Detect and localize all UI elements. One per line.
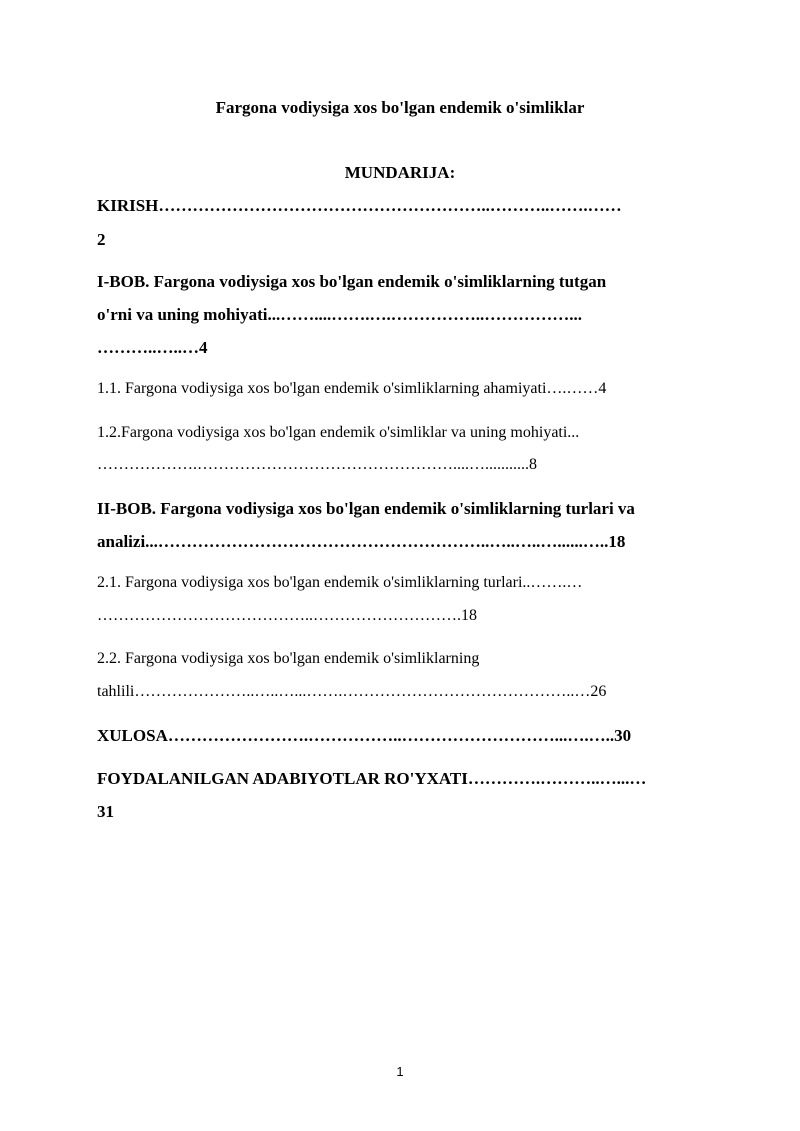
toc-entry-chapter2: II-BOB. Fargona vodiysiga xos bo'lgan endemik o'simliklarning turlari va [97, 499, 635, 518]
toc-entry-chapter1-page: ………..…..…4 [97, 338, 208, 357]
toc-entry-chapter1-cont: o'rni va uning mohiyati...……....…….….……………..……………... [97, 305, 583, 324]
toc-entry-2-1: 2.1. Fargona vodiysiga xos bo'lgan endemik o'simliklarning turlari..…….… [97, 574, 583, 591]
toc-entry-2-2-page: tahlili…………………..…..…...…….……………………………………..…26 [97, 683, 607, 700]
toc-entry-xulosa: XULOSA…………………….……………..………………………...….…..30 [97, 726, 632, 745]
toc-entry-references: FOYDALANILGAN ADABIYOTLAR RO'YXATI………….………..…...… [97, 769, 647, 788]
document-title: Fargona vodiysiga xos bo'lgan endemik o'simliklar [215, 98, 585, 117]
page-number: 1 [396, 1064, 404, 1079]
toc-entry-kirish-page: 2 [97, 230, 106, 249]
toc-entry-2-2: 2.2. Fargona vodiysiga xos bo'lgan endemik o'simliklarning [97, 650, 480, 667]
toc-entry-1-1: 1.1. Fargona vodiysiga xos bo'lgan endemik o'simliklarning ahamiyati….……4 [97, 380, 607, 397]
toc-entry-1-2: 1.2.Fargona vodiysiga xos bo'lgan endemik o'simliklar va uning mohiyati... [97, 424, 580, 441]
toc-entry-chapter2-cont: analizi...…………………………………………………..…..…..…......…..18 [97, 532, 626, 551]
toc-entry-references-page: 31 [97, 802, 114, 821]
toc-entry-2-1-page: …………………………………..……………………….18 [97, 607, 477, 624]
toc-entry-1-2-page: ……………….…………………………………………....…...........8 [97, 456, 537, 473]
toc-entry-kirish: KIRISH…………………………………………………..………..…….…… [97, 196, 622, 215]
toc-heading: MUNDARIJA: [344, 163, 456, 182]
toc-entry-chapter1: I-BOB. Fargona vodiysiga xos bo'lgan endemik o'simliklarning tutgan [97, 272, 607, 291]
